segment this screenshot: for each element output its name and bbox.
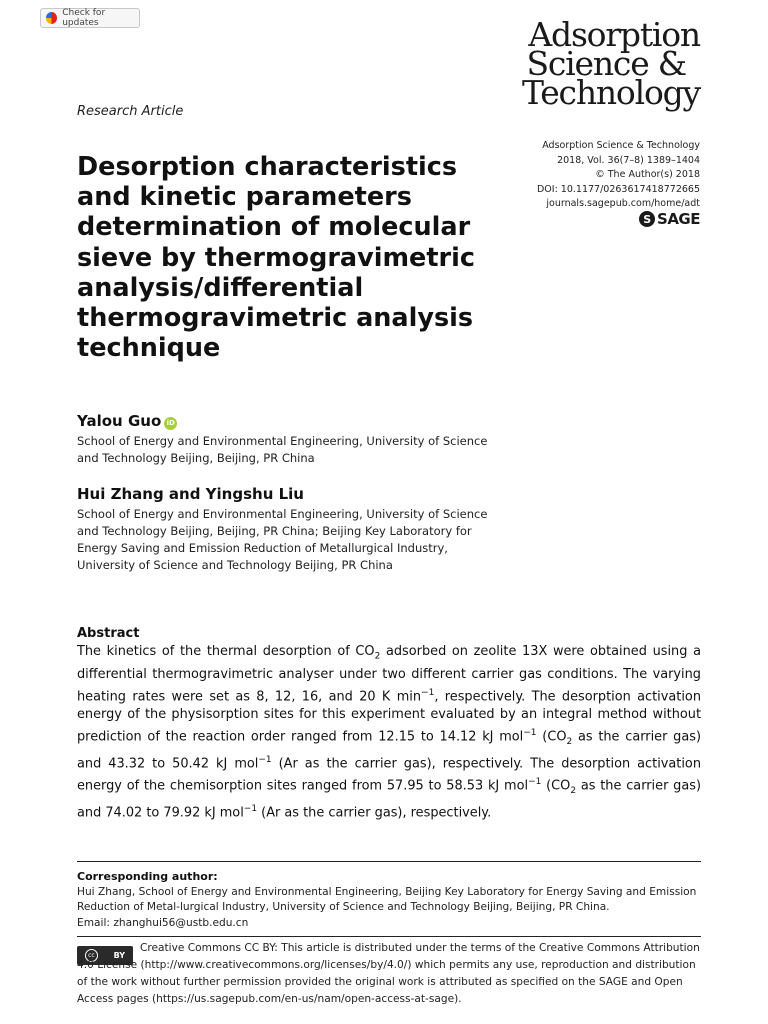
sage-s-icon: S <box>639 211 655 227</box>
check-for-updates-label: Check for updates <box>62 8 106 28</box>
corresponding-heading: Corresponding author: <box>77 870 218 883</box>
article-type: Research Article <box>77 104 184 119</box>
meta-copyright: © The Author(s) 2018 <box>595 169 700 181</box>
sage-logo <box>639 210 700 228</box>
author-affiliation: School of Energy and Environmental Engineering, University of Science and Technology Beijing, Beijing, PR China <box>77 434 488 465</box>
publication-meta <box>537 139 700 212</box>
orcid-icon[interactable]: iD <box>164 417 177 430</box>
author-affiliation: School of Energy and Environmental Engineering, University of Science and Technology Beijing, Beijing, PR China; Beijing Key Laboratory for Energy Saving and Emission Reduction of Metallurgical Industry, University of Science and Technology Beijing, PR China <box>77 507 488 572</box>
author-block-1 <box>77 412 497 467</box>
check-for-updates-button[interactable] <box>40 8 140 28</box>
corresponding-details <box>77 885 707 931</box>
meta-doi[interactable]: DOI: 10.1177/0263617418772665 <box>536 183 700 195</box>
meta-url[interactable]: journals.sagepub.com/home/adt <box>546 198 700 210</box>
abstract-text: The kinetics of the thermal desorption of $CO_2$ adsorbed on zeolite 13X were obtained using a differential thermogravimetric analyser under two different carrier gas conditions. The varying heating rates were set as 8, 12, 16, and 20 K $\min^{-1}$, respectively. The desorption activation energy of the physisorption sites for this experiment evaluated by an integral method without prediction of the reaction order ranged from 12.15 to 14.12 kJ mol$^{-1}$ ($CO_2$ as the carrier gas) and 43.32 to 50.42 kJ mol$^{-1}$ (Ar as the carrier gas), respectively. The desorption activation energy of the chemisorption sites ranged from 57.95 to 58.53 kJ mol$^{-1}$ ($CO_2$ as the carrier gas) and 74.02 to 79.92 kJ mol$^{-1}$ (Ar as the carrier gas), respectively. <box>77 644 701 821</box>
author-block-2 <box>77 485 497 574</box>
meta-volume: 2018, Vol. 36(7–8) 1389–1404 <box>557 154 700 166</box>
journal-logo <box>521 15 700 112</box>
cc-icon: cc <box>85 949 98 962</box>
corresponding-email[interactable]: Email: zhanghui56@ustb.edu.cn <box>77 916 249 929</box>
article-title: Desorption characteristics and kinetic parameters determination of molecular sieve by thermogravimetric analysis/differential thermogravimetric analysis technique <box>77 152 475 364</box>
license-text <box>77 940 703 1008</box>
corresponding-address: Hui Zhang, School of Energy and Environmental Engineering, Beijing Key Laboratory for Energy Saving and Emission Reduction of Metal-lurgical Industry, University of Science and Technology Beijing, Beijing, PR China. <box>77 886 697 914</box>
journal-logo-line3: Technology <box>521 73 700 112</box>
footer-divider <box>77 861 701 862</box>
abstract-heading: Abstract <box>77 626 140 641</box>
cc-by-label: BY <box>113 951 126 960</box>
crossmark-icon <box>46 12 57 24</box>
author-name <box>77 412 497 430</box>
license-text-body: Creative Commons CC BY: This article is distributed under the terms of the Creative Commons Attribution 4.0 License (http://www.creativecommons.org/licenses/by/4.0/) which permits any use, reproduction and distribution of the work without further permission provided the original work is attributed as specified on the SAGE and Open Access pages (https://us.sagepub.com/en-us/nam/open-access-at-sage). <box>77 942 700 1005</box>
author-name-text: Yalou Guo <box>77 412 162 430</box>
journal-logo-line1: Adsorption <box>528 15 700 54</box>
journal-logo-line2: Science & <box>526 44 686 83</box>
author-name: Hui Zhang and Yingshu Liu <box>77 485 304 503</box>
sage-logo-text: SAGE <box>657 210 700 228</box>
meta-journal: Adsorption Science & Technology <box>542 140 700 151</box>
license-divider <box>77 936 701 937</box>
